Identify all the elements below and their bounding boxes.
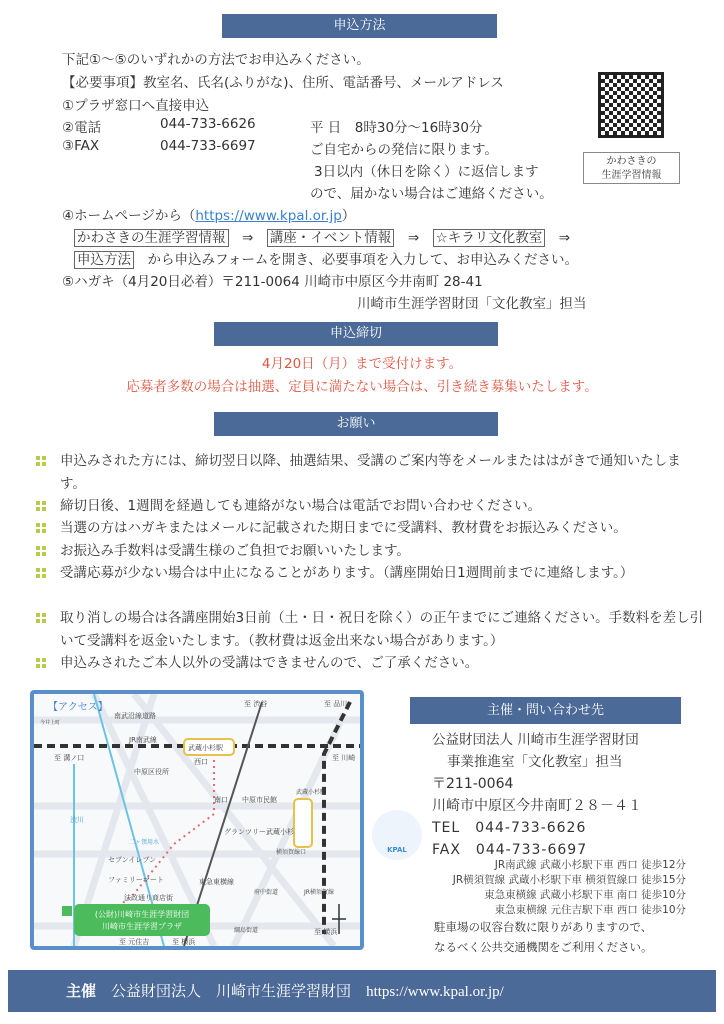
map-label: セブンイレブン: [108, 856, 157, 864]
arrow-icon: ⇒: [558, 230, 571, 246]
note-item: [36, 495, 706, 518]
map-label: 今井上町: [40, 720, 61, 726]
deadline-date: 4月20日（月）まで受付けます。: [261, 356, 463, 372]
map-label: 東急東横線: [199, 878, 234, 886]
map-label: ファミリーマート: [108, 876, 164, 884]
contact-zip: 〒211-0064: [432, 776, 514, 792]
access-line: 東急東横線 元住吉駅下車 西口 徒歩10分: [494, 904, 686, 916]
map-label: 至 渋谷: [244, 700, 268, 708]
nav-step: ☆キラリ文化教室: [433, 229, 546, 247]
deadline-note: 応募者多数の場合は抽選、定員に満たない場合は、引き続き募集いたします。: [126, 379, 598, 395]
contact-org: 公益財団法人 川崎市生涯学習財団: [432, 732, 639, 748]
arrow-icon: ⇒: [242, 230, 254, 246]
note-text: 取り消しの場合は各講座開始3日前（土・日・祝日を除く）の正午までにご連絡ください。手数料を差し引いて受講料を返金いたします。（教材費は返金出来ない場合があります。）: [60, 610, 704, 649]
kpal-logo: [372, 810, 422, 860]
note-text: お振込み手数料は受講生様のご負担でお願いいたします。: [60, 543, 410, 559]
map-label: 中原区役所: [134, 768, 169, 776]
parking-note: なるべく公共交通機関をご利用ください。: [434, 940, 653, 954]
method-4-prefix: ④ホームページから（: [62, 208, 196, 224]
map-label: 至 横浜: [314, 928, 338, 936]
note-item: [36, 450, 706, 495]
map-label: 南武沿線道路: [114, 712, 156, 720]
note-item: [36, 607, 706, 652]
method-4-tail: [74, 248, 578, 268]
map-label: グランツリー武蔵小杉: [224, 828, 294, 836]
qr-code[interactable]: [598, 72, 664, 138]
map-label: 二ヶ領用水: [129, 839, 160, 846]
method-3-fax: 044-733-6697: [160, 138, 256, 154]
nav-step: 講座・イベント情報: [267, 229, 395, 247]
contact-tel: TEL 044-733-6626: [432, 820, 587, 836]
access-info: [380, 858, 686, 918]
map-label: 至 元住吉: [119, 938, 150, 946]
plaza-label: 川崎市生涯学習プラザ: [102, 922, 182, 931]
map-label: 武蔵小杉駅: [188, 744, 223, 752]
map-label: 府中街道: [254, 889, 279, 896]
bullet-icon: [36, 568, 46, 578]
contact-dept: 事業推進室「文化教室」担当: [447, 754, 623, 770]
method-4-text: から申込みフォームを開き、必要事項を入力して、お申込みください。: [147, 252, 579, 268]
bullet-icon: [36, 613, 46, 623]
method-2-label: ②電話: [62, 120, 102, 136]
method-2-phone: 044-733-6626: [160, 116, 256, 132]
map-label: 中原市民館: [242, 796, 277, 804]
contact-fax: FAX 044-733-6697: [432, 842, 588, 858]
access-line: 東急東横線 武蔵小杉駅下車 南口 徒歩10分: [484, 889, 686, 901]
method-2-hours: 平 日 8時30分～16時30分: [310, 120, 483, 136]
logo-text: KPAL: [387, 846, 407, 854]
access-line: JR南武線 武蔵小杉駅下車 西口 徒歩12分: [494, 859, 686, 871]
note-item: [36, 517, 706, 540]
map-label: 綱島街道: [234, 927, 259, 934]
apply-heading: 申込方法: [222, 14, 497, 38]
apply-intro: 下記①～⑤のいずれかの方法でお申込みください。: [62, 52, 370, 68]
bullet-icon: [36, 501, 46, 511]
method-3-note: 3日以内（休日を除く）に返信します: [314, 164, 539, 180]
note-item: [36, 652, 706, 675]
note-text: 締切日後、1週間を経過しても連絡がない場合は電話でお問い合わせください。: [60, 498, 542, 514]
map-label: 横須賀線口: [276, 849, 307, 856]
method-3-note: ご自宅からの発信に限ります。: [310, 142, 498, 158]
method-5-recipient: 川崎市生涯学習財団「文化教室」担当: [357, 296, 587, 312]
access-line: JR横須賀線 武蔵小杉駅下車 横須賀線口 徒歩15分: [452, 874, 686, 886]
contact-heading: 主催・問い合わせ先: [410, 697, 681, 724]
nav-path: [74, 226, 570, 246]
method-1: ①プラザ窓口へ直接申込: [62, 98, 210, 114]
contact-address: 川崎市中原区今井南町２８－４１: [432, 798, 642, 814]
method-4-suffix: ）: [341, 208, 356, 224]
footer-label: 主催: [66, 982, 97, 1000]
arrow-icon: ⇒: [407, 230, 420, 246]
footer-org: 公益財団法人 川崎市生涯学習財団: [111, 982, 352, 1000]
bullet-icon: [36, 523, 46, 533]
note-text: 受講応募が少ない場合は中止になることがあります。（講座開始日1週間前までに連絡します。）: [60, 565, 634, 581]
bullet-icon: [36, 456, 46, 466]
access-map[interactable]: [30, 690, 364, 950]
note-text: 申込みされた方には、締切翌日以降、抽選結果、受講のご案内等をメールまたははがきで通知いたします。: [60, 453, 681, 492]
map-label: 渋川: [70, 816, 84, 824]
note-text: 当選の方はハガキまたはメールに記載された期日までに受講料、教材費をお振込みください。: [60, 520, 627, 536]
map-label: 至 溝ノ口: [54, 754, 85, 762]
map-label: 至 横浜: [172, 938, 196, 946]
method-5: ⑤ハガキ（4月20日必着）〒211-0064 川崎市中原区今井南町 28-41: [62, 274, 483, 290]
parking-note: 駐車場の収容台数に限りがありますので、: [434, 920, 653, 934]
method-4: [62, 204, 355, 224]
footer-url[interactable]: https://www.kpal.or.jp/: [366, 984, 504, 1000]
qr-label: [583, 152, 680, 184]
note-item: [36, 562, 706, 585]
plaza-label: (公財)川崎市生涯学習財団: [94, 910, 190, 919]
notes-heading: お願い: [214, 412, 498, 436]
bullet-icon: [36, 546, 46, 556]
qr-label-line: 生涯学習情報: [601, 170, 662, 181]
note-item: [36, 540, 706, 563]
map-label: 西口: [194, 758, 208, 766]
required-items: 【必要事項】教室名、氏名(ふりがな)、住所、電話番号、メールアドレス: [62, 75, 504, 91]
method-3-label: ③FAX: [62, 138, 100, 154]
method-3-note: ので、届かない場合はご連絡ください。: [310, 186, 553, 202]
qr-label-line: かわさきの: [606, 156, 657, 167]
map-label: JR横須賀線: [304, 889, 334, 896]
map-label: 法政通り商店街: [124, 894, 173, 902]
map-title: 【アクセス】: [48, 702, 108, 713]
homepage-link[interactable]: https://www.kpal.or.jp: [195, 208, 342, 224]
map-label: JR南武線: [129, 736, 157, 744]
deadline-heading: 申込締切: [214, 322, 498, 346]
footer-bar: [8, 970, 716, 1012]
nav-step: 申込方法: [74, 251, 134, 269]
map-label: 南口: [214, 796, 228, 804]
map-label: 至 川崎: [332, 754, 356, 762]
map-label: 武蔵小杉駅: [296, 789, 327, 796]
note-text: 申込みされたご本人以外の受講はできませんので、ご了承ください。: [60, 655, 479, 671]
bullet-icon: [36, 658, 46, 668]
nav-step: かわさきの生涯学習情報: [74, 229, 229, 247]
map-label: 至 品川: [324, 700, 348, 708]
